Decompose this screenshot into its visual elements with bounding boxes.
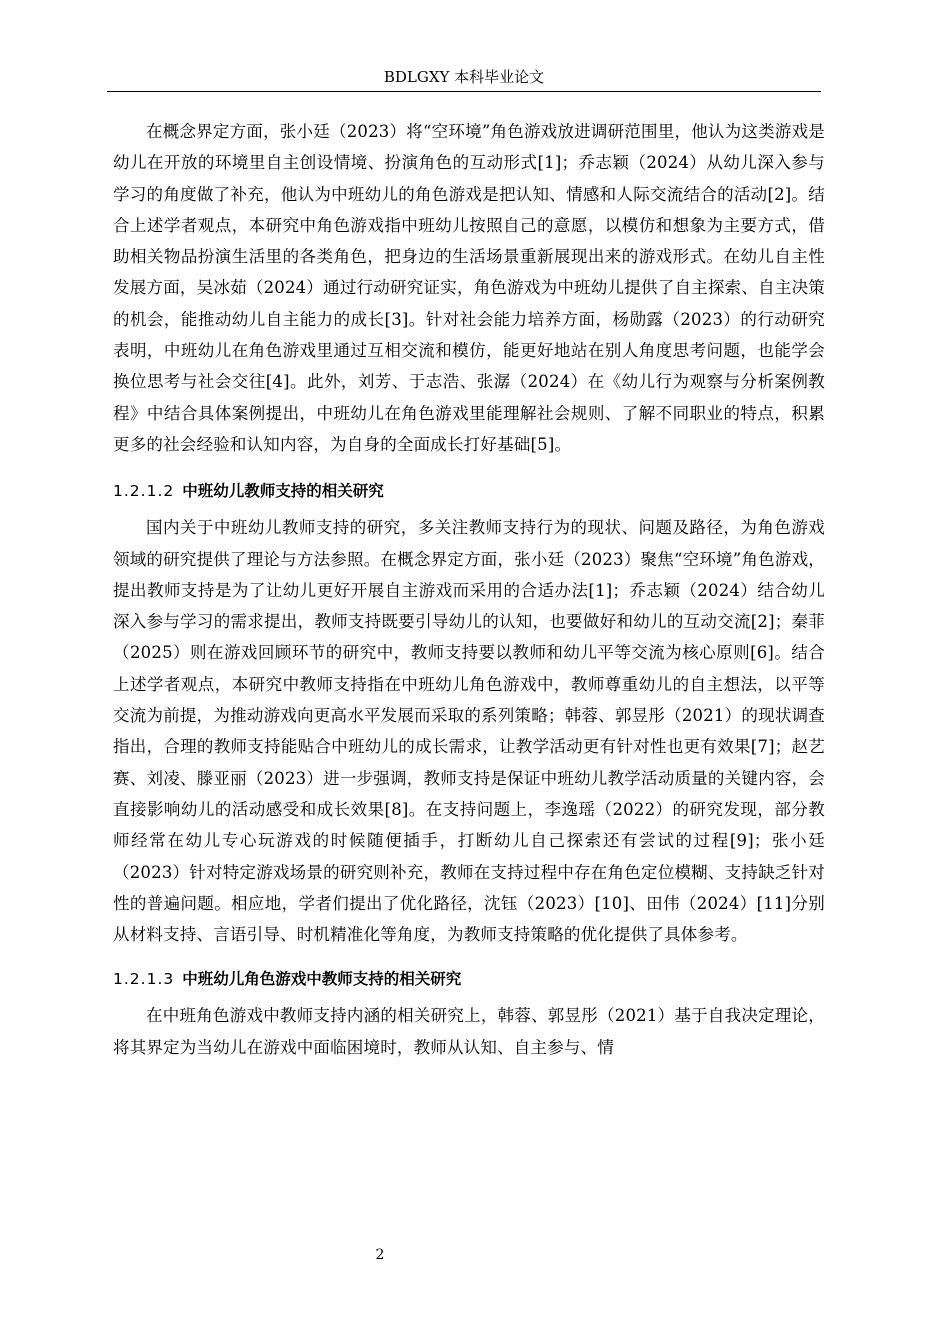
header-rule xyxy=(107,91,821,92)
section-heading-role-play-support xyxy=(113,968,825,990)
paragraph-role-play-support: 在中班角色游戏中教师支持内涵的相关研究上，韩蓉、郭昱彤（2021）基于自我决定理论，将其界定为当幼儿在游戏中面临困境时，教师从认知、自主参与、情 xyxy=(113,1006,825,1057)
document-body xyxy=(113,116,825,1063)
paragraph-teacher-support: 国内关于中班幼儿教师支持的研究，多关注教师支持行为的现状、问题及路径，为角色游戏领域的研究提供了理论与方法参照。在概念界定方面，张小廷（2023）聚焦“空环境”角色游戏，提出教师支持是为了让幼儿更好开展自主游戏而采用的合适办法[1]；乔志颖（2024）结合幼儿深入参与学习的需求提出，教师支持既要引导幼儿的认知，也要做好和幼儿的互动交流[2]；秦菲（2025）则在游戏回顾环节的研究中，教师支持要以教师和幼儿平等交流为核心原则[6]。结合上述学者观点，本研究中教师支持指在中班幼儿角色游戏中，教师尊重幼儿的自主想法，以平等交流为前提，为推动游戏向更高水平发展而采取的系列策略；韩蓉、郭昱彤（2021）的现状调查指出，合理的教师支持能贴合中班幼儿的成长需求，让教学活动更有针对性也更有效果[7]；赵艺赛、刘凌、滕亚丽（2023）进一步强调，教师支持是保证中班幼儿教学活动质量的关键内容，会直接影响幼儿的活动感受和成长效果[8]。在支持问题上，李逸瑶（2022）的研究发现，部分教师经常在幼儿专心玩游戏的时候随便插手，打断幼儿自己探索还有尝试的过程[9]；张小廷（2023）针对特定游戏场景的研究则补充，教师在支持过程中存在角色定位模糊、支持缺乏针对性的普遍问题。相应地，学者们提出了优化路径，沈钰（2023）[10]、田伟（2024）[11]分别从材料支持、言语引导、时机精准化等角度，为教师支持策略的优化提供了具体参考。 xyxy=(113,518,825,945)
section-title: 中班幼儿教师支持的相关研究 xyxy=(182,482,384,501)
page-number: 2 xyxy=(375,1247,385,1263)
section-title: 中班幼儿角色游戏中教师支持的相关研究 xyxy=(182,970,462,989)
section-number: 1.2.1.2 xyxy=(113,482,175,501)
page-header: BDLGXY 本科毕业论文 xyxy=(383,68,545,86)
section-number: 1.2.1.3 xyxy=(113,970,175,989)
section-heading-teacher-support xyxy=(113,480,825,502)
paragraph-concept-definition: 在概念界定方面，张小廷（2023）将“空环境”角色游戏放进调研范围里，他认为这类游戏是幼儿在开放的环境里自主创设情境、扮演角色的互动形式[1]；乔志颖（2024）从幼儿深入参与学习的角度做了补充，他认为中班幼儿的角色游戏是把认知、情感和人际交流结合的活动[2]。结合上述学者观点，本研究中角色游戏指中班幼儿按照自己的意愿，以模仿和想象为主要方式，借助相关物品扮演生活里的各类角色，把身边的生活场景重新展现出来的游戏形式。在幼儿自主性发展方面，吴冰茹（2024）通过行动研究证实，角色游戏为中班幼儿提供了自主探索、自主决策的机会，能推动幼儿自主能力的成长[3]。针对社会能力培养方面，杨勋露（2023）的行动研究表明，中班幼儿在角色游戏里通过互相交流和模仿，能更好地站在别人角度思考问题，也能学会换位思考与社会交往[4]。此外，刘芳、于志浩、张潺（2024）在《幼儿行为观察与分析案例教程》中结合具体案例提出，中班幼儿在角色游戏里能理解社会规则、了解不同职业的特点，积累更多的社会经验和认知内容，为自身的全面成长打好基础[5]。 xyxy=(113,122,825,454)
